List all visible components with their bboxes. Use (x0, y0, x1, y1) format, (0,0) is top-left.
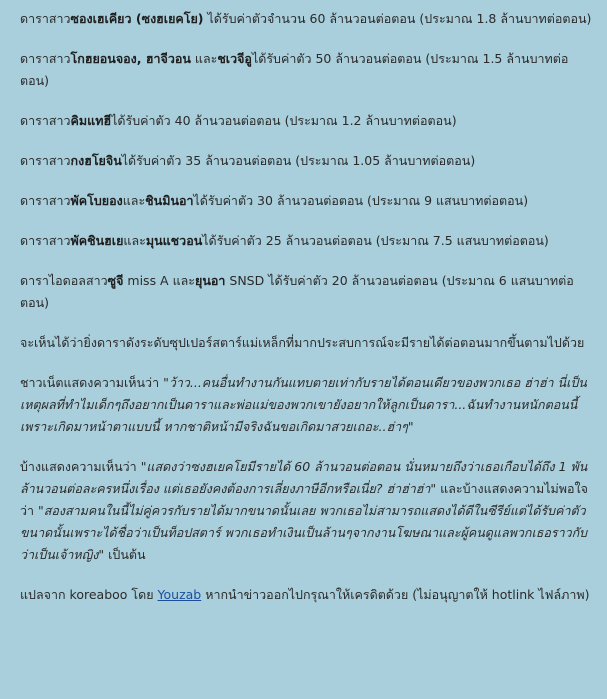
netizen-quote: "สองสามคนในนี้ไม่คู่ควรกับรายได้มากขนาดนั้นเลย พวกเธอไม่สามารถแสดงได้ดีในซีรีย์แต่ได้รับค่าตัวขนาดนั้นเพราะได้ชื่อว่าเป็นท็อปสตาร์ พวกเธอทำเงินเป็นล้านๆจากงานโฆษณาและผู้คนดูแลพวกเธอราวกับว่าเป็นเจ้าหญิง" (20, 503, 588, 562)
text: และ (123, 233, 146, 248)
text: เป็นต้น (104, 547, 146, 562)
text: ดาราสาว (20, 11, 71, 26)
actress-name: คิมแทฮี (70, 113, 112, 128)
text: ได้รับค่าตัว 30 ล้านวอนต่อตอน (ประมาณ 9 แสนบาทต่อตอน) (193, 193, 529, 208)
actress-name: โกฮยอนจอง, ฮาจีวอน (70, 51, 191, 66)
fee-paragraph-3 (20, 110, 593, 132)
text: ได้รับค่าตัว 35 ล้านวอนต่อตอน (ประมาณ 1.05 ล้านบาทต่อตอน) (121, 153, 476, 168)
text: หากนำข่าวออกไปกรุณาให้เครดิตด้วย (ไม่อนุญาตให้ hotlink ไฟล์ภาพ) (201, 587, 590, 602)
text: และบ้างแสดงความไม่พอใจว่า (20, 481, 588, 518)
actress-name: ซูจี (107, 273, 124, 288)
netizen-comment-1 (20, 372, 593, 438)
text: ดาราสาว (20, 153, 71, 168)
fee-paragraph-7 (20, 270, 593, 314)
actress-name: พัคชินฮเย (70, 233, 124, 248)
text: miss A และ (123, 273, 196, 288)
actress-name: ซองเฮเคียว (ซงฮเยคโย) (70, 11, 204, 26)
fee-paragraph-6 (20, 230, 593, 252)
text: ได้รับค่าตัว 50 ล้านวอนต่อตอน (ประมาณ 1.5 ล้านบาทต่อตอน) (20, 51, 569, 88)
text: ดาราสาว (20, 113, 71, 128)
netizen-quote: "ว้าว...คนอื่นทำงานกันแทบตายเท่ากับรายได้ตอนเดียวของพวกเธอ ฮ่าฮ่า นี่เป็นเหตุผลที่ทำไมเด็กๆถึงอยากเป็นดาราและพ่อแม่ของพวกเขายังอยากให้ลูกเป็นดารา...ฉันทำงานหนักตอนนี้เพราะเกิดมาหน้าตาแบบนี้ หากชาติหน้ามีจริงฉันขอเกิดมาสวยเถอะ..ฮ่าๆ" (20, 375, 587, 434)
text: ได้รับค่าตัว 40 ล้านวอนต่อตอน (ประมาณ 1.2 ล้านบาทต่อตอน) (111, 113, 457, 128)
fee-paragraph-1 (20, 8, 593, 30)
text: ดาราสาว (20, 233, 71, 248)
fee-paragraph-5 (20, 190, 593, 212)
summary-paragraph: จะเห็นได้ว่ายิ่งดาราดังระดับซุปเปอร์สตาร์แม่เหล็กที่มากประสบการณ์จะมีรายได้ต่อตอนมากขึ้นตามไปด้วย (20, 335, 585, 350)
fee-paragraph-2 (20, 48, 593, 92)
text: ดาราสาว (20, 51, 71, 66)
text: ได้รับค่าตัว 25 ล้านวอนต่อตอน (ประมาณ 7.5 แสนบาทต่อตอน) (202, 233, 549, 248)
text: และ (190, 51, 218, 66)
actress-name: ชเวจีอู (217, 51, 252, 66)
actress-name: กงฮโยจิน (70, 153, 122, 168)
netizen-comment-2 (20, 456, 593, 566)
actress-name: ยุนอา (195, 273, 226, 288)
text: ดาราไอดอลสาว (20, 273, 108, 288)
text: แปลจาก koreaboo โดย (20, 587, 158, 602)
text: ได้รับค่าตัวจำนวน 60 ล้านวอนต่อตอน (ประมาณ 1.8 ล้านบาทต่อตอน) (203, 11, 592, 26)
actress-name: พัคโบยอง (70, 193, 123, 208)
text: SNSD ได้รับค่าตัว 20 ล้านวอนต่อตอน (ประมาณ 6 แสนบาทต่อตอน) (20, 273, 574, 310)
actress-name: มุนแชวอน (145, 233, 203, 248)
text: ชาวเน็ตแสดงความเห็นว่า (20, 375, 164, 390)
text: ดาราสาว (20, 193, 71, 208)
text: และ (122, 193, 146, 208)
fee-paragraph-4 (20, 150, 593, 172)
netizen-quote: "แสดงว่าซงฮเยคโยมีรายได้ 60 ล้านวอนต่อตอน นั่นหมายถึงว่าเธอเกือบได้ถึง 1 พันล้านวอนต่อละครหนึ่งเรื่อง แต่เธอยังคงต้องการเลี่ยงภาษีอีกหรือเนี่ย? ฮ่าฮ่าฮ่า" (20, 459, 588, 496)
actress-name: ชินมินอา (145, 193, 194, 208)
translator-link[interactable]: Youzab (157, 587, 202, 602)
text: บ้างแสดงความเห็นว่า (20, 459, 141, 474)
credit-paragraph (20, 584, 593, 606)
